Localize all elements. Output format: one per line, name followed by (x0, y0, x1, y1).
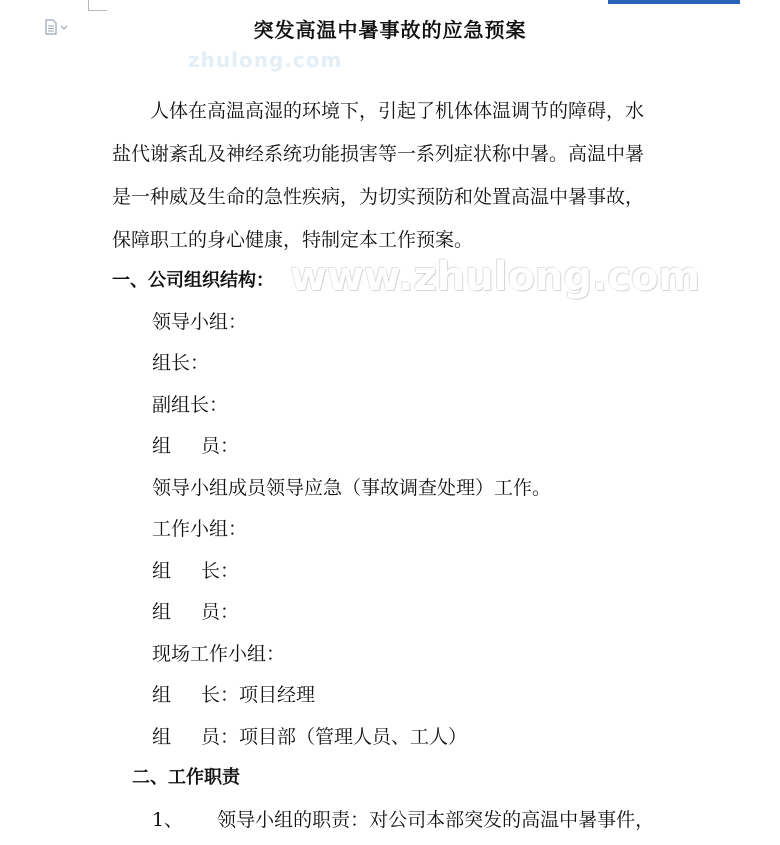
duty-item-1 (152, 808, 654, 832)
duty-item-text: 领导小组的职责：对公司本部突发的高温中暑事件， (217, 809, 655, 831)
work-leader-label (152, 559, 239, 583)
site-member-char: 组 (152, 726, 172, 748)
intro-line: 盐代谢紊乱及神经系统功能损害等一系列症状称中暑。高温中暑 (112, 143, 645, 165)
intro-line: 保障职工的身心健康，特制定本工作预案。 (112, 229, 474, 251)
lead-group-label: 领导小组： (152, 311, 248, 333)
site-leader-char: 组 (152, 684, 172, 706)
page-corner-mark (88, 0, 107, 11)
work-member-label (152, 600, 239, 624)
member-label (152, 434, 239, 458)
member-label-char: 组 (152, 435, 172, 457)
intro-paragraph (112, 99, 672, 271)
work-member-char: 组 (152, 601, 172, 623)
leader-label: 组长： (152, 352, 210, 374)
deputy-leader-label: 副组长： (152, 394, 229, 416)
section-heading-duties: 二、工作职责 (132, 767, 240, 788)
intro-line: 人体在高温高湿的环境下，引起了机体体温调节的障碍，水 (150, 100, 645, 122)
member-label-rest: 员： (201, 435, 240, 457)
top-banner-strip (608, 0, 740, 4)
work-member-rest: 员： (201, 601, 240, 623)
section-heading-organization: 一、公司组织结构： (112, 270, 274, 291)
document-title: 突发高温中暑事故的应急预案 (253, 18, 527, 42)
site-member-label (152, 725, 467, 749)
lead-group-duty: 领导小组成员领导应急（事故调查处理）工作。 (152, 477, 552, 499)
watermark-large: www.zhulong.com (290, 254, 701, 300)
work-leader-char: 组 (152, 560, 172, 582)
site-group-label: 现场工作小组： (152, 643, 286, 665)
duty-item-number: 1、 (152, 809, 184, 831)
work-group-label: 工作小组： (152, 518, 248, 540)
site-leader-label (152, 683, 315, 707)
watermark-small: zhulong.com (188, 48, 343, 72)
work-leader-rest: 长： (201, 560, 240, 582)
intro-line: 是一种威及生命的急性疾病，为切实预防和处置高温中暑事故， (112, 186, 645, 208)
site-member-rest: 员：项目部（管理人员、工人） (201, 726, 468, 748)
site-leader-rest: 长：项目经理 (201, 684, 316, 706)
